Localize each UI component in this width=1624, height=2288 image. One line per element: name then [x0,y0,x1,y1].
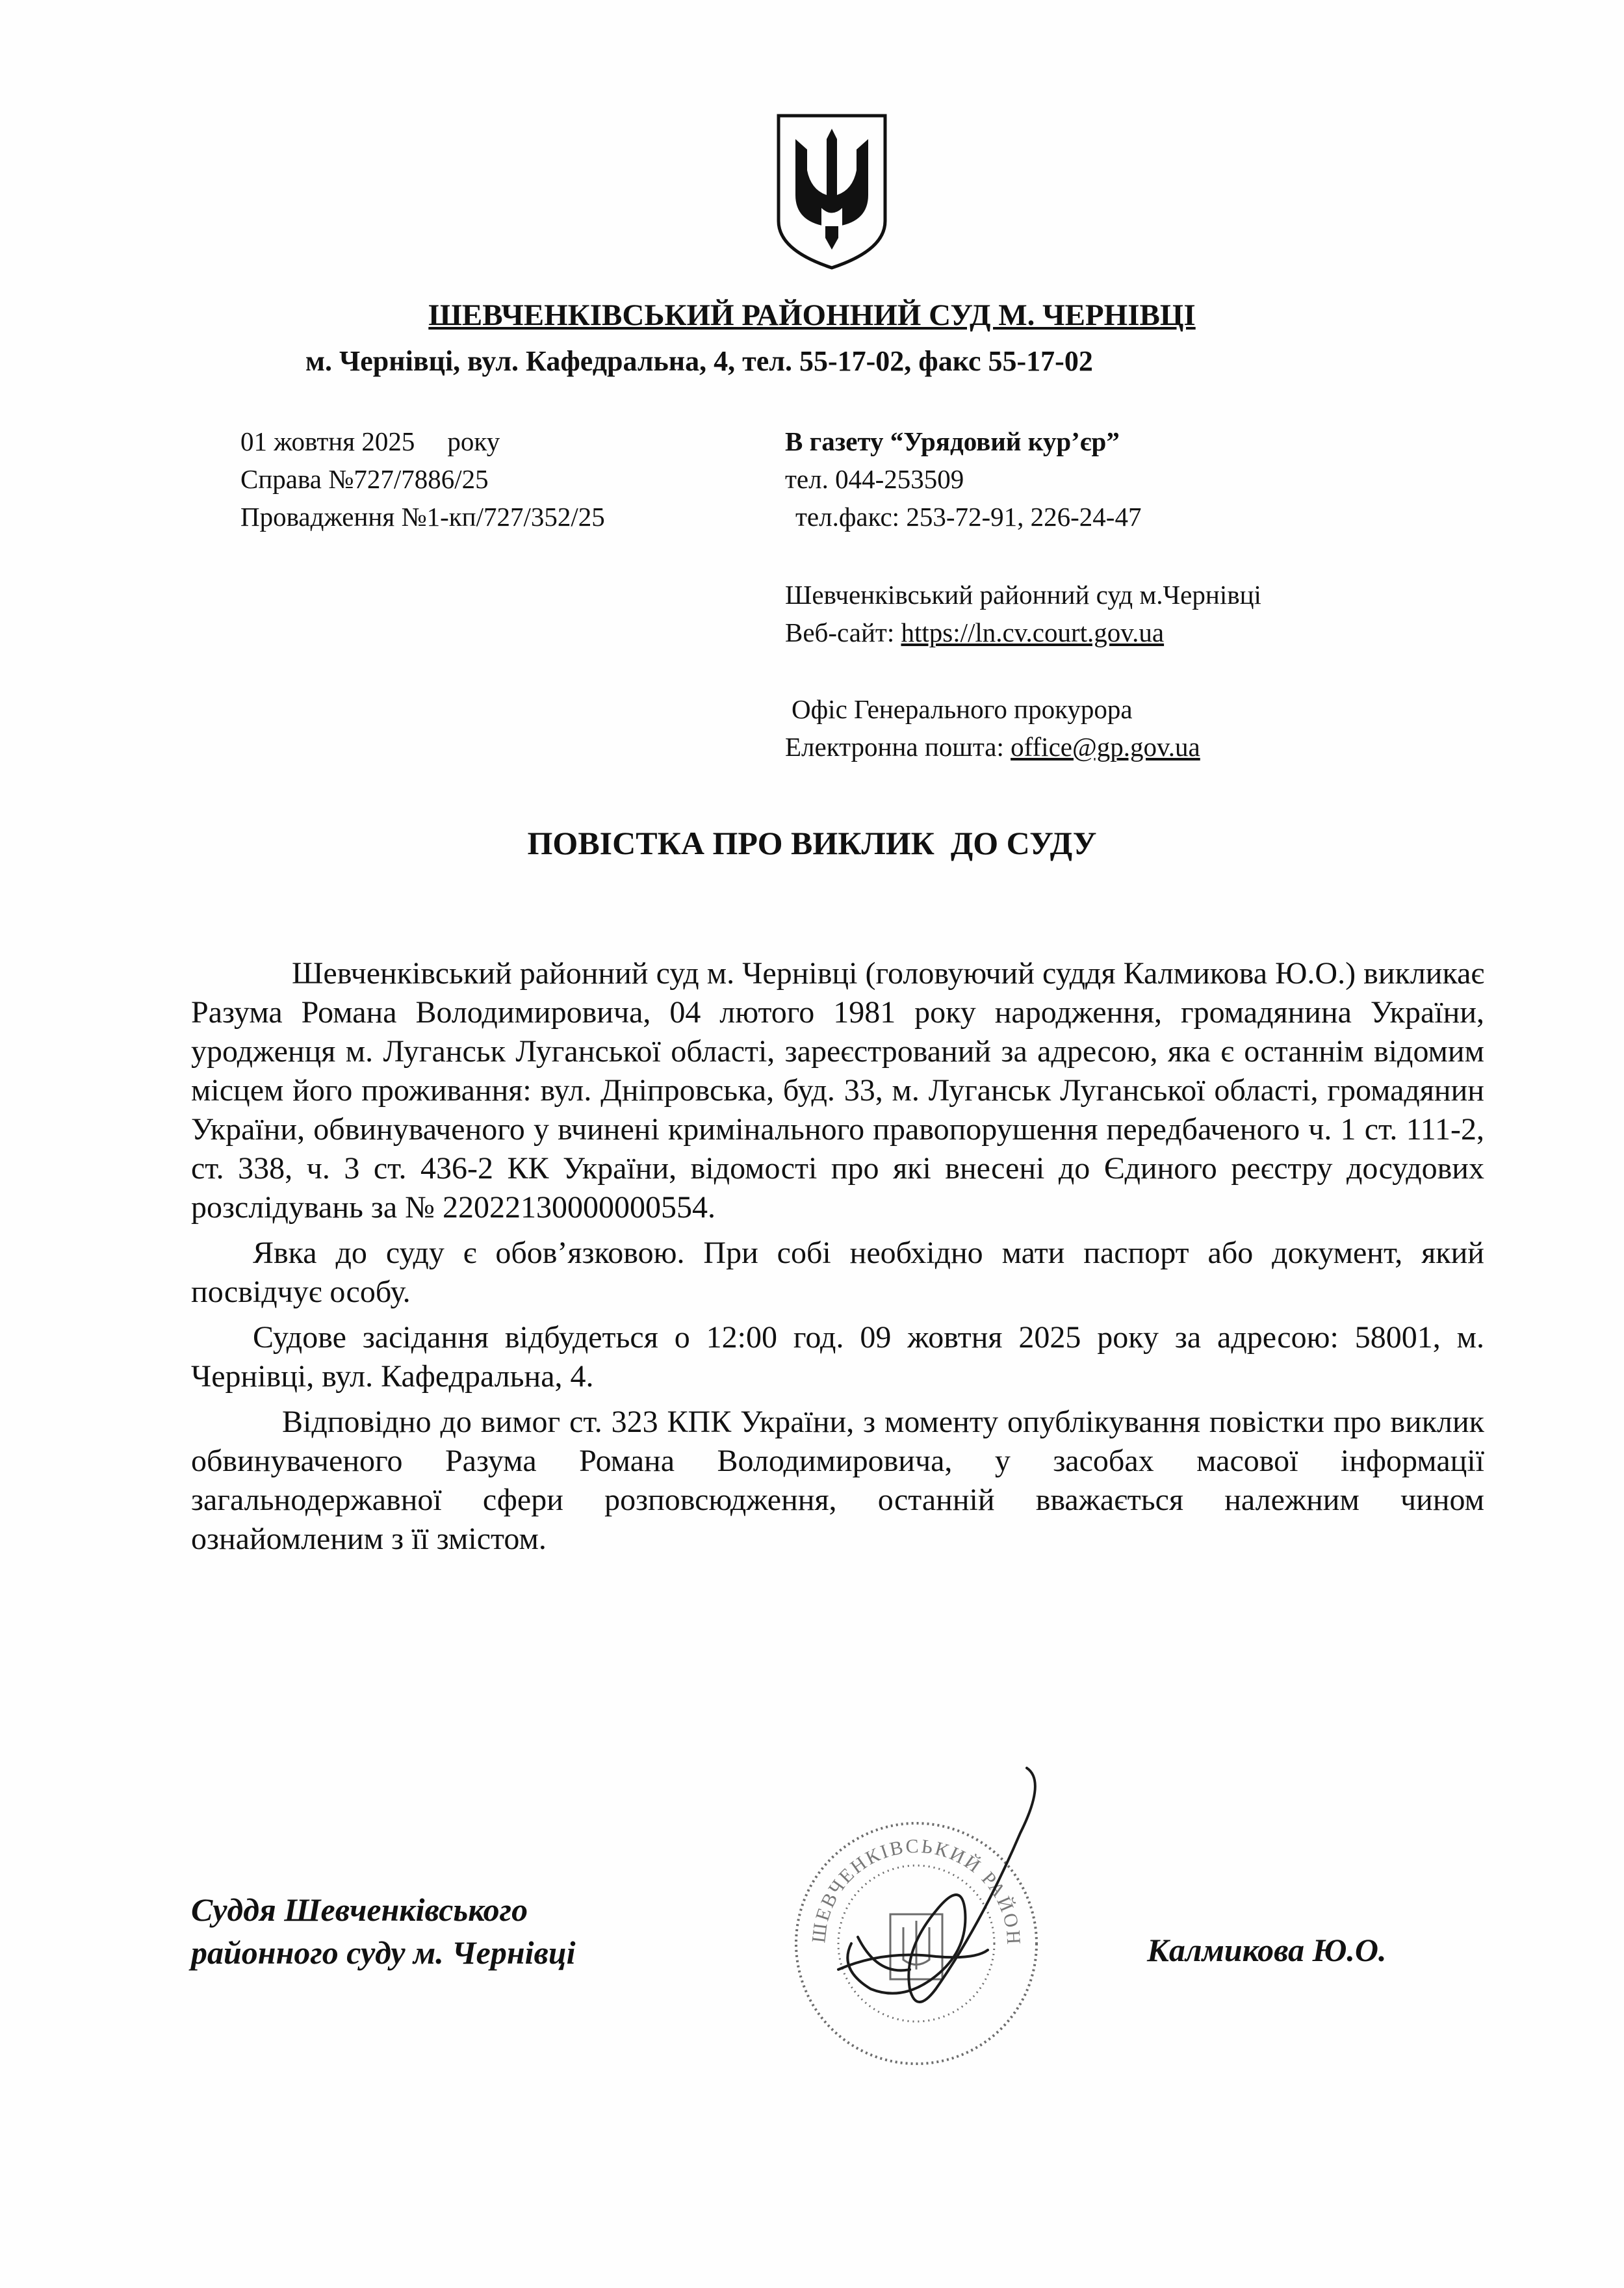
court-name: ШЕВЧЕНКІВСЬКИЙ РАЙОННИЙ СУД М. ЧЕРНІВЦІ [428,298,1196,332]
body-paragraph-hearing: Судове засідання відбудеться о 12:00 год. 09 жовтня 2025 року за адресою: 58001, м. Чернівці, вул. Кафедральна, 4. [191,1320,1484,1394]
recipient-newspaper: В газету “Урядовий кур’єр” [785,426,1120,456]
document-date: 01 жовтня 2025 [240,426,415,456]
document-date-suffix: року [447,426,500,456]
website-label: Веб-сайт: [785,618,895,647]
document-title: ПОВІСТКА ПРО ВИКЛИК ДО СУДУ [527,825,1097,861]
newspaper-fax: тел.факс: 253-72-91, 226-24-47 [795,502,1142,532]
signer-title-line1: Суддя Шевченківського [191,1892,528,1928]
email-label: Електронна пошта: [785,732,1004,762]
svg-text:ШЕВЧЕНКІВСЬКИЙ РАЙОННИЙ СУД М. [741,1755,1024,1947]
signer-title-line2: районного суду м. Чернівці [191,1934,576,1971]
body-paragraph-attendance: Явка до суду є обов’язковою. При собі необхідно мати паспорт або документ, який посвідчує особу. [191,1236,1484,1309]
body-paragraph-summons: Шевченківський районний суд м. Чернівці (головуючий суддя Калмикова Ю.О.) викликає Разума Романа Володимировича, 04 лютого 1981 року народження, громадянина України, уродженця м. Луганськ Луганської області, зареєстрований за адресою, яка є останнім відомим місцем його проживання: вул. Дніпровська, буд. 33, м. Луганськ Луганської області, громадянин України, обвинуваченого у вчинені кримінального правопорушення передбаченого ч. 1 ст. 111-2, ст. 338, ч. 3 ст. 436-2 КК України, відомості про які внесені до Єдиного реєстру досудових розслідувань за № 22022130000000554. [191,956,1484,1225]
proceeding-number: Провадження №1-кп/727/352/25 [240,502,605,532]
recipients-block [785,422,1261,766]
body-paragraph-notice: Відповідно до вимог ст. 323 КПК України, з моменту опублікування повістки про виклик обвинуваченого Разума Романа Володимировича, у засобах масової інформації загальнодержавної сфери розповсюдження, останній вважається належним чином ознайомленим з її змістом. [191,1405,1484,1556]
seal-text: ШЕВЧЕНКІВСЬКИЙ РАЙОН [808,1835,1025,1947]
recipient-prosecutor: Офіс Генерального прокурора [792,694,1133,724]
signer-title [191,1888,576,1974]
website-link[interactable]: https://ln.cv.court.gov.ua [901,618,1165,647]
document-body [191,954,1484,1565]
website-row [785,614,1261,651]
document-date-row [240,422,605,460]
state-emblem-icon [773,110,890,272]
email-link[interactable]: office@gp.gov.ua [1011,732,1200,762]
recipient-court: Шевченківський районний суд м.Чернівці [785,580,1261,610]
case-number: Справа №727/7886/25 [240,464,489,494]
court-seal [741,1755,1092,2119]
signer-name: Калмикова Ю.О. [1147,1932,1387,1968]
court-address: м. Чернівці, вул. Кафедральна, 4, тел. 55-17-02, факс 55-17-02 [305,345,1093,377]
newspaper-phone: тел. 044-253509 [785,464,964,494]
email-row [785,728,1261,766]
case-meta [240,422,605,536]
